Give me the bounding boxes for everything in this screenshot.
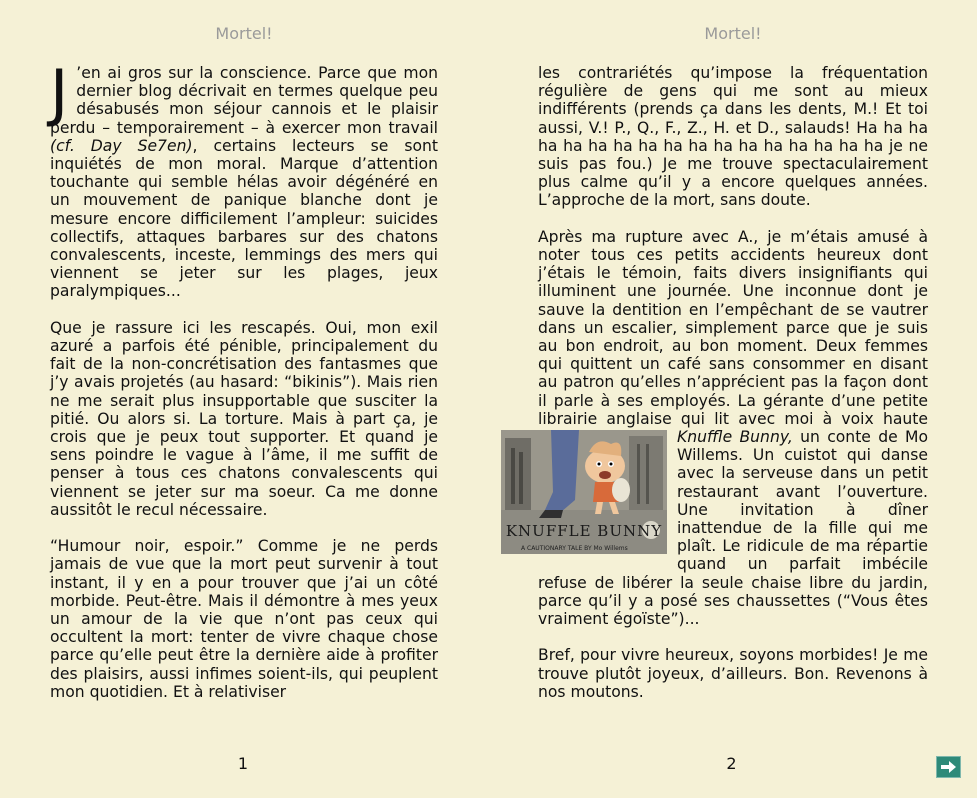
paragraph-text: Après ma rupture avec A., je m’étais amusé à noter tous ces petits accidents heureux dont j’étais le témoin, faits divers insignifiants qui illuminent une journée. Une inconnue dont je sauve la dentition en l’empêchant de se vautrer dans un escalier, simplement parce que je suis au bon endroit, au bon moment. Deux femmes qui quittent un café sans consommer en disant au patron qu’elles n’apprécient pas la façon dont il parle à ses employés. La gérante d’une petite librairie anglaise qui lit avec moi à voix haute [538,227,928,428]
text-column [50,56,438,719]
paragraph: “Humour noir, espoir.” Comme je ne perds jamais de vue que la mort peut survenir à tout instant, il y en a pour trouver que j’ai un côté morbide. Peut-être. Mais il démontre à mes yeux un amour de la vie que n’ont pas ceux qui occultent la mort: tenter de vivre chaque chose parce qu’elle peut être la dernière aide à profiter des plaisirs, aussi infimes soient-ils, qui peuplent mon quotidien. Et à relativiser [50,537,438,701]
reference-link-text: (cf. Day Se7en) [50,136,193,155]
paragraph: Bref, pour vivre heureux, soyons morbides! Je me trouve plutôt joyeux, d’ailleurs. Bon. Revenons à nos moutons. [538,646,928,701]
running-head: Mortel! [704,24,762,43]
book-cover-image [501,430,667,554]
paragraph: les contrariétés qu’impose la fréquentation régulière de gens qui me sont au mieux indifférents (prends ça dans les dents, M.! Et toi aussi, V.! P., Q., F., Z., H. et D., salauds! Ha ha ha ha ha ha ha ha ha ha ha ha ha ha ha ha ha je ne suis pas fou.) Je me trouve spectaculairement plus calme qu’il y a encore quelques années. L’approche de la mort, sans doute. [538,64,928,210]
page-number: 2 [726,754,737,773]
next-page-button[interactable] [936,756,961,778]
paragraph [50,56,438,301]
paragraph [505,227,928,629]
book-title: Knuffle Bunny, [677,428,793,447]
drop-cap: J [50,56,69,129]
page-number: 1 [237,754,249,773]
book-cover-title: KNUFFLE BUNNY [505,522,663,541]
arrow-right-icon [937,757,960,777]
paragraph-text: un conte de Mo Willems. Un cuistot qui danse avec la serveuse dans un petit restaurant avant l’ouverture. Une invitation à dîner inattendue de la fille qui me plaît. Le ridicule de ma répartie quand un parfait imbécile refuse de libérer la seule chaise libre du jardin, parce qu’il y a posé ses chaussettes (“Vous êtes vraiment égoïste”)... [538,428,928,629]
paragraph-text: ’en ai gros sur la conscience. Parce que mon dernier blog décrivait en termes quelque peu désabusés mon séjour cannois et le plaisir perdu – temporairement – à exercer mon travail [50,64,438,137]
text-column [505,64,928,719]
page-left [0,0,488,798]
book-cover-subtitle: A CAUTIONARY TALE BY Mo Willems [521,545,628,553]
paragraph-text: , certains lecteurs se sont inquiétés de mon moral. Marque d’attention touchante qui semble hélas avoir dégénéré en un mouvement de panique blanche dont je mesure encore difficilement l’ampleur: suicides collectifs, attaques barbares sur des chatons convalescents, inceste, lemmings des mers qui viennent se jeter sur les plages, jeux paralympiques... [50,136,438,301]
page-right [489,0,977,798]
paragraph: Que je rassure ici les rescapés. Oui, mon exil azuré a parfois été pénible, principalement du fait de la non-concrétisation des fantasmes que j’y avais projetés (au hasard: “bikinis”). Mais rien ne me serait plus insupportable que susciter la pitié. Ou alors si. La torture. Mais à part ça, je crois que je peux tout supporter. Et quand je sens poindre le vague à l’âme, il me suffit de penser à tous ces chatons convalescents qui viennent se jeter sur ma soeur. Ca me donne aussitôt le recul nécessaire. [50,318,438,519]
running-head: Mortel! [215,24,273,43]
